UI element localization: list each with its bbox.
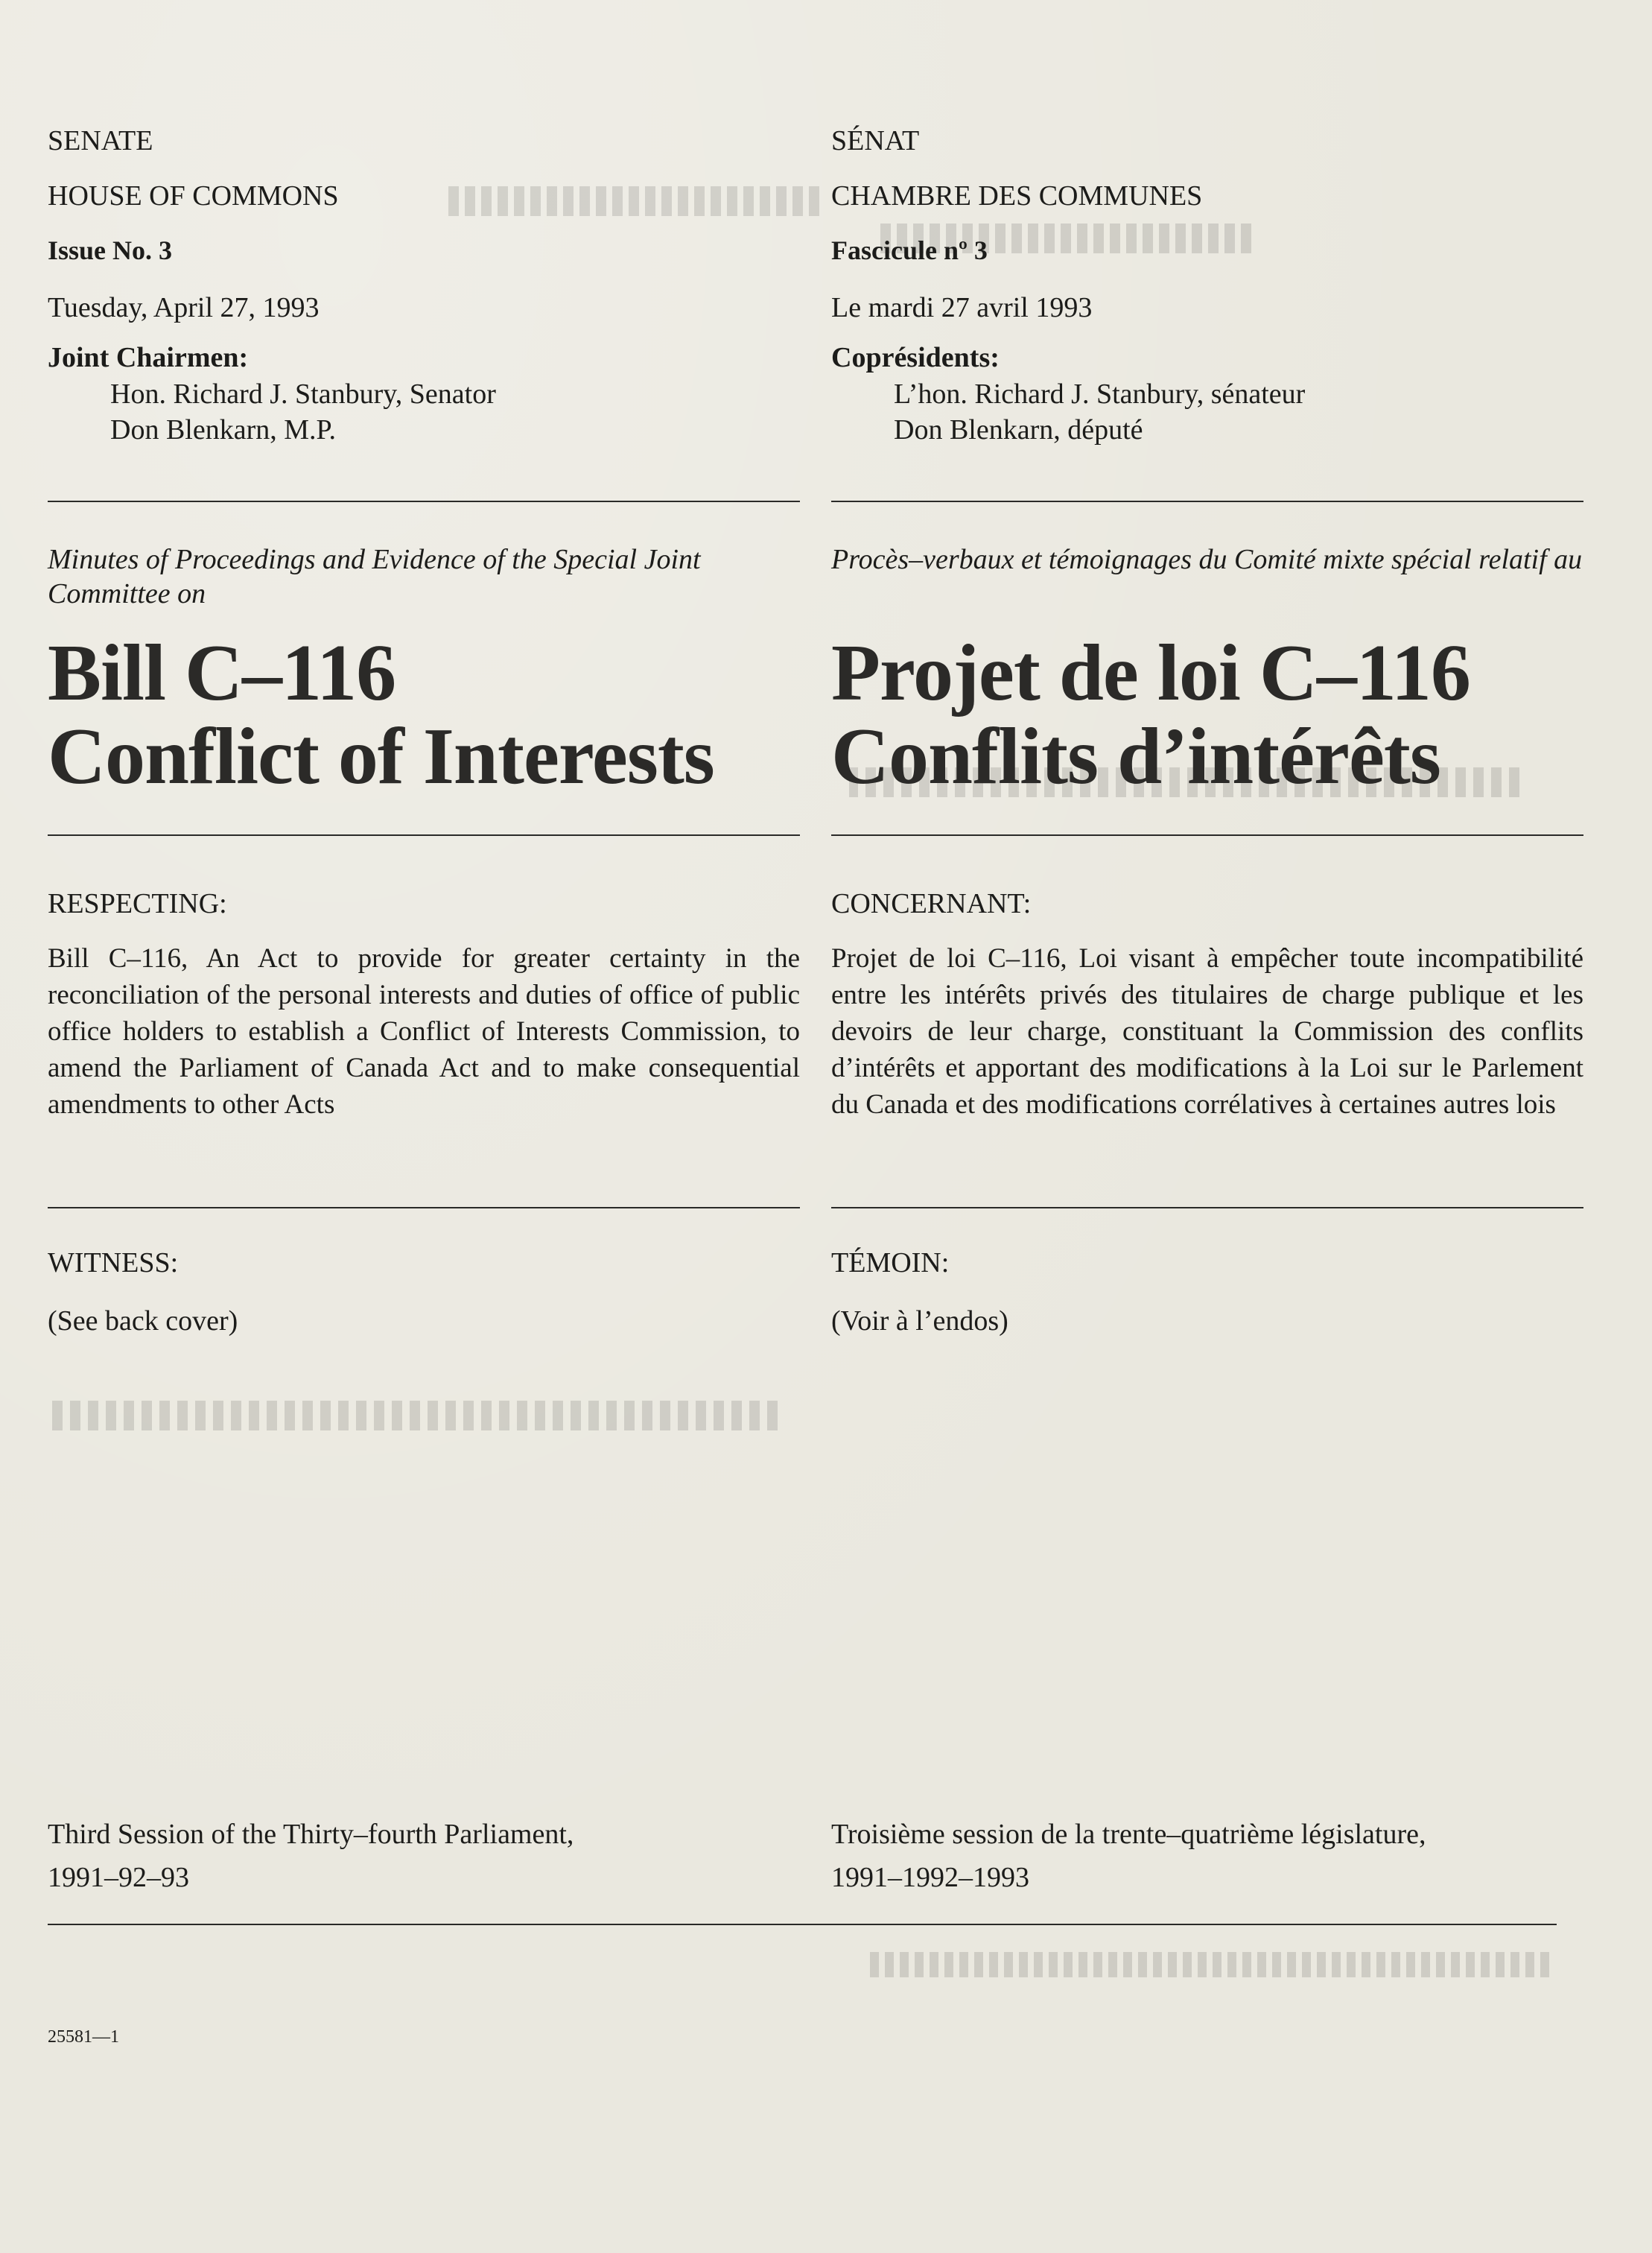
divider bbox=[48, 501, 800, 502]
bill-title bbox=[48, 629, 800, 801]
copresidents-label: Coprésidents: bbox=[831, 342, 1000, 373]
bleed-through-shadow bbox=[864, 1952, 1549, 1977]
house-of-commons-label: HOUSE OF COMMONS bbox=[48, 180, 339, 212]
bill-description-fr: Projet de loi C–116, Loi visant à empêcher toute incompatibilité entre les intérêts privés des titulaires de charge publique et les devoirs de leur charge, constituant la Commission des conflits d’intérêts et apportant des modifications à la Loi sur le Parlement du Canada et des modifications corrélatives à certaines autres lois bbox=[831, 943, 1583, 1120]
chambre-des-communes-label: CHAMBRE DES COMMUNES bbox=[831, 180, 1203, 212]
print-number: 25581—1 bbox=[48, 2027, 119, 2047]
bill-title-fr-line-1: Projet de loi C–116 bbox=[831, 629, 1470, 717]
bill-description: Bill C–116, An Act to provide for greater certainty in the reconciliation of the personal interests and duties of office of public office holders to establish a Conflict of Interests Commission, to amend the Parliament of Canada Act and to make consequential amendments to other Acts bbox=[48, 943, 800, 1120]
bill-title-line-2: Conflict of Interests bbox=[48, 712, 714, 801]
concernant-label: CONCERNANT: bbox=[831, 888, 1032, 919]
session-line-1: Third Session of the Thirty–fourth Parliament, bbox=[48, 1819, 574, 1850]
footer-divider bbox=[48, 1924, 1557, 1925]
chairman-senator: Hon. Richard J. Stanbury, Senator bbox=[110, 378, 496, 410]
divider bbox=[831, 834, 1583, 836]
minutes-heading: Minutes of Proceedings and Evidence of the Special Joint Committee on bbox=[48, 544, 701, 609]
issue-date-fr: Le mardi 27 avril 1993 bbox=[831, 292, 1093, 323]
issue-number: Issue No. 3 bbox=[48, 235, 173, 265]
chairman-mp: Don Blenkarn, M.P. bbox=[110, 414, 336, 446]
witness-note: (See back cover) bbox=[48, 1305, 238, 1337]
bleed-through-shadow bbox=[48, 1401, 778, 1430]
minutes-heading-fr: Procès–verbaux et témoignages du Comité mixte spécial relatif au bbox=[831, 544, 1583, 575]
senate-label: SENATE bbox=[48, 125, 153, 156]
divider bbox=[831, 501, 1583, 502]
respecting-label: RESPECTING: bbox=[48, 888, 227, 919]
session-line-2-fr: 1991–1992–1993 bbox=[831, 1862, 1029, 1893]
bill-title-fr bbox=[831, 629, 1583, 801]
issue-date: Tuesday, April 27, 1993 bbox=[48, 292, 320, 323]
fascicule-number: Fascicule nº 3 bbox=[831, 235, 988, 265]
bill-title-line-1: Bill C–116 bbox=[48, 629, 396, 717]
copresident-depute: Don Blenkarn, député bbox=[894, 414, 1143, 446]
witness-label: WITNESS: bbox=[48, 1247, 179, 1278]
session-line-1-fr: Troisième session de la trente–quatrième législature, bbox=[831, 1819, 1426, 1850]
copresident-senateur: L’hon. Richard J. Stanbury, sénateur bbox=[894, 378, 1306, 410]
temoin-note: (Voir à l’endos) bbox=[831, 1305, 1008, 1337]
bill-title-fr-line-2: Conflits d’intérêts bbox=[831, 712, 1440, 801]
session-line-2: 1991–92–93 bbox=[48, 1862, 189, 1893]
divider bbox=[48, 1207, 800, 1208]
joint-chairmen-label: Joint Chairmen: bbox=[48, 342, 249, 373]
divider bbox=[48, 834, 800, 836]
senat-label: SÉNAT bbox=[831, 125, 920, 156]
temoin-label: TÉMOIN: bbox=[831, 1247, 950, 1278]
divider bbox=[831, 1207, 1583, 1208]
